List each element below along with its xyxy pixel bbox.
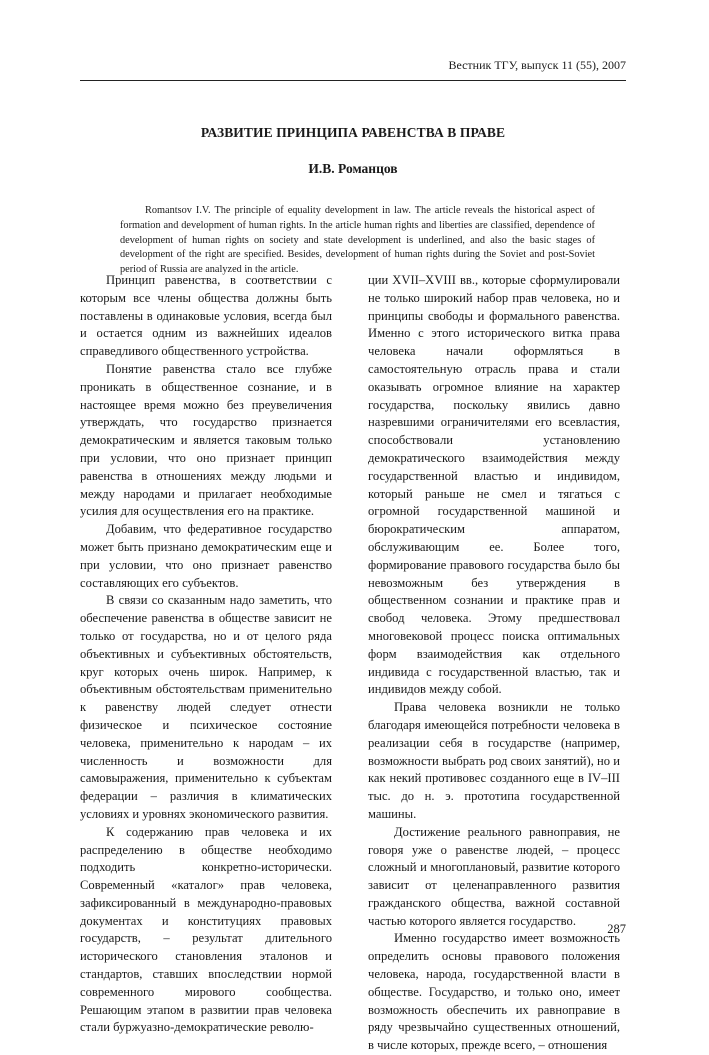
right-column <box>368 272 620 1055</box>
article-author: И.В. Романцов <box>308 161 398 176</box>
header-rule <box>80 80 626 81</box>
left-column <box>80 272 332 1037</box>
paragraph: Принцип равенства, в соответствии с которым все члены общества должны быть поставлены в одинаковые условия, всегда был и остается одним из важнейших идеалов справедливого общественного устройства. <box>80 273 332 359</box>
article-title: РАЗВИТИЕ ПРИНЦИПА РАВЕНСТВА В ПРАВЕ <box>200 125 506 140</box>
paragraph: В связи со сказанным надо заметить, что обеспечение равенства в обществе зависит не только от государства, но и от целого ряда объективных и субъективных обстоятельств, круг которых очень широк. Например, к объективным обстоятельствам применительно к равенству людей следует отнести физическое и психическое состояние человека, применительно к народам – их численность и возможности для самовыражения, применительно к субъектам федерации – различия в климатических условиях и уровнях экономического развития. <box>80 593 332 821</box>
paragraph: Достижение реального равноправия, не говоря уже о равенстве людей, – процесс сложный и многоплановый, развитие которого зависит от целенаправленного развития гражданского общества, важной составной частью которого является государство. <box>368 824 620 928</box>
journal-header: Вестник ТГУ, выпуск 11 (55), 2007 <box>448 58 626 72</box>
paragraph-continuation: ции XVII–XVIII вв., которые сформулировали не только широкий набор прав человека, но и принципы свободы и формального равенства. Именно с этого исторического витка права человека начали оформляться в самостоятельную отрасль права и стали оказывать огромное влияние на характер государства, поскольку явились давно назревшими ограничителями его всевластия, способствовали установлению демократического взаимодействия между государственной властью и индивидом, который раньше не смел и тягаться с огромной государственной машиной и бюрократическим аппаратом, обслуживающим ее. Более того, формирование правового государства было бы невозможным без утверждения в общественном сознании и практике прав и свобод человека. Этому предшествовал многовековой процесс поиска оптимальных форм взаимодействия как отдельного индивида с государственной властью, так и индивидов между собой. <box>368 273 620 697</box>
paragraph: Именно государство имеет возможность определить основы правового положения человека, народа, государственной власти в обществе. Государство, и только оно, имеет возможность обеспечить их равноправие в ряду чрезвычайно существенных отношений, в числе которых, прежде всего, – отношения <box>368 931 620 1053</box>
paragraph: К содержанию прав человека и их распределению в обществе необходимо подходить конкретно-исторически. Современный «каталог» прав человека, зафиксированный в международно-правовых документах и конституциях правовых государств, – результат длительного исторического становления эталонов и стандартов, ставших впоследствии нормой современного мирового сообщества. Решающим этапом в развитии прав человека стали буржуазно-демократические револю- <box>80 824 332 1035</box>
paragraph: Права человека возникли не только благодаря имеющейся потребности человека в реализации себя в государстве (например, возможности выбрать род своих занятий), но и как некий противовес созданного еще в IV–III тыс. до н. э. прототипа государственной машины. <box>368 700 620 821</box>
article-abstract: Romantsov I.V. The principle of equality development in law. The article reveals the historical aspect of formation and development of human rights. In the article human rights and liberties are classified, dependence of development of human rights on society and state development is underlined, and also the basic stages of development of the right are specified. Besides, development of human rights during the Soviet and post-Soviet period of Russia are analyzed in the article. <box>120 205 595 276</box>
page-number: 287 <box>607 922 626 936</box>
paragraph: Добавим, что федеративное государство может быть признано демократическим еще и при условии, что оно признает равенство составляющих его субъектов. <box>80 522 332 590</box>
paragraph: Понятие равенства стало все глубже проникать в общественное сознание, и в настоящее время можно без преувеличения утверждать, что государство признается демократическим и является таковым только при условии, что оно признает принцип равенства в отношениях между людьми и между народами и прилагает необходимые усилия для осуществления его на практике. <box>80 361 332 519</box>
